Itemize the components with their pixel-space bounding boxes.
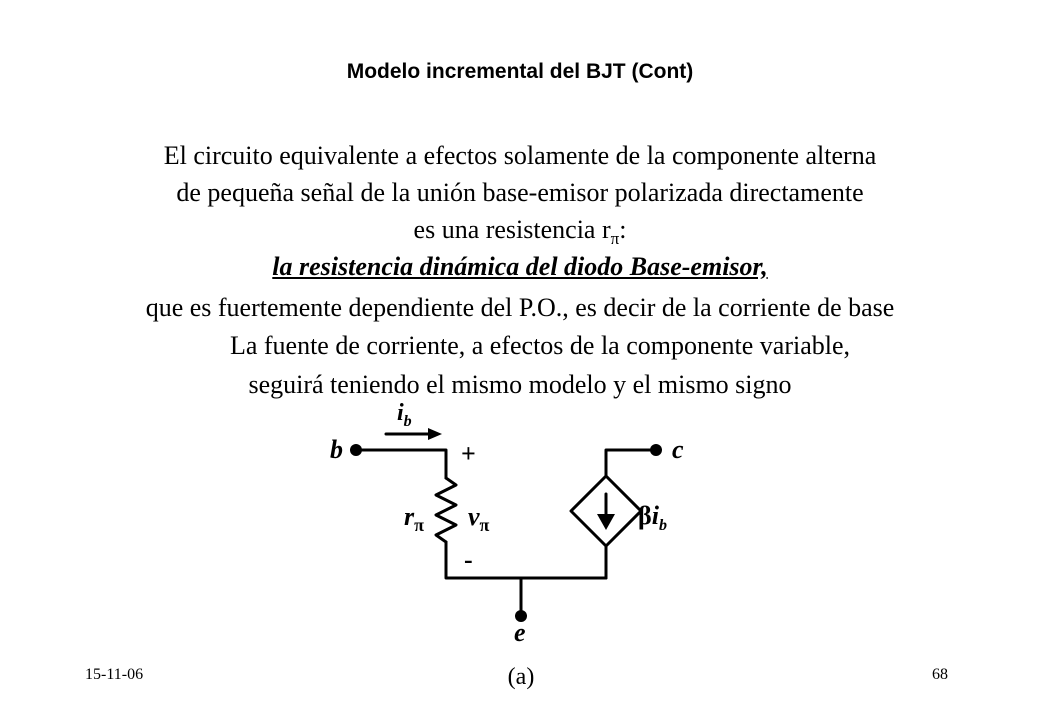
figure-caption: (a) [507,664,535,690]
node-b-label: b [330,435,343,464]
node-e-label: e [514,618,526,647]
footer-date: 15-11-06 [85,666,144,683]
collector-wire [606,450,656,476]
v-pi-label: $v_\pi$ [468,502,490,535]
ib-current-label: $i_b$ [397,400,412,430]
ib-arrow-head [428,428,442,440]
body-line-2: de pequeña señal de la unión base-emisor polarizada directamente [176,178,864,207]
beta-ib-label: $\beta i_b$ [638,501,667,534]
body-line-4-emphasis: la resistencia dinámica del diodo Base-emisor, [272,252,768,281]
resistor-r-pi [436,478,456,542]
minus-sign: - [464,545,473,574]
footer-page-number: 68 [932,666,948,683]
base-wire [356,450,446,478]
body-line-7: seguirá teniendo el mismo modelo y el mismo signo [248,370,792,399]
source-arrow-head [597,514,615,530]
r-pi-label: $r_\pi$ [404,502,424,535]
node-c-dot [650,444,662,456]
body-line-5: que es fuertemente dependiente del P.O., es decir de la corriente de base [145,293,895,322]
body-line-6: La fuente de corriente, a efectos de la componente variable, [229,331,851,360]
r-pi-subscript: π [610,229,620,248]
body-line-3-text: es una resistencia r [413,215,611,244]
slide-title: Modelo incremental del BJT (Cont) [346,60,694,83]
plus-sign: + [461,439,476,468]
node-b-dot [350,444,362,456]
body-line-1: El circuito equivalente a efectos solamente de la componente alterna [163,141,877,170]
node-c-label: c [672,435,684,464]
body-line-3-colon: : [619,215,627,244]
